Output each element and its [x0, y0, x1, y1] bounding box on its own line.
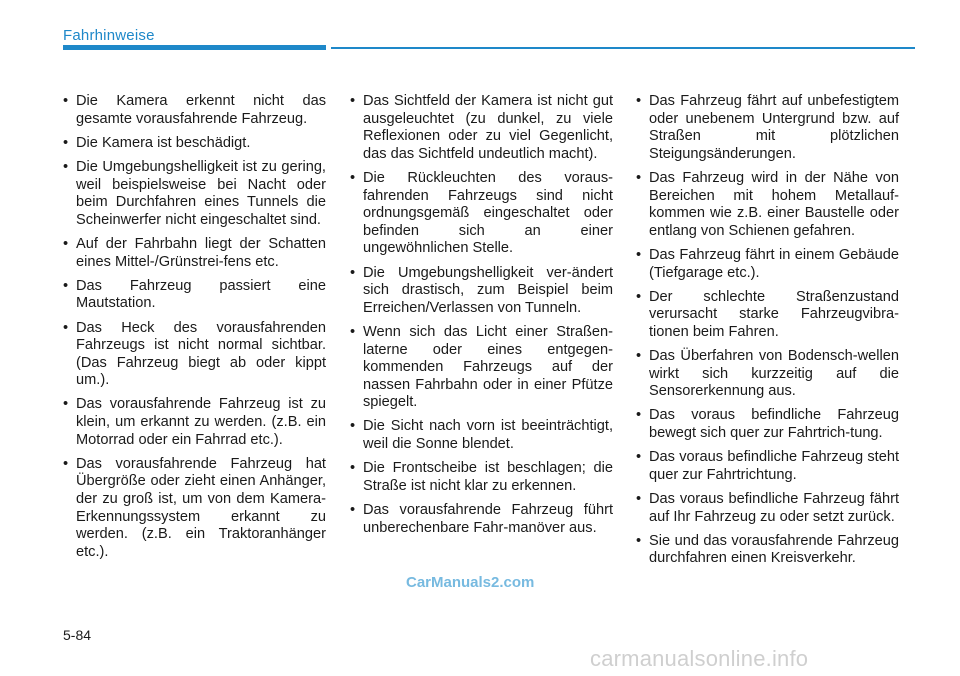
list-item [60, 278, 326, 313]
list-item-text: Die Frontscheibe ist beschlagen; die Straße ist nicht klar zu erkennen. [363, 460, 613, 494]
list-item [633, 93, 899, 163]
bullet-icon: • [63, 396, 69, 413]
list-item-text: Das vorausfahrende Fahrzeug hat Übergröße oder zieht einen Anhänger, der zu groß ist, um von dem Kamera-Erkennungssystem erkannt zu werden. (z.B. ein Traktoranhänger etc.). [76, 455, 326, 560]
bullet-icon: • [350, 460, 356, 477]
list-item-text: Die Umgebungshelligkeit ver-ändert sich drastisch, zum Beispiel beim Erreichen/Verlassen von Tunneln. [363, 264, 613, 316]
bullet-icon: • [636, 169, 642, 186]
list-item-text: Die Kamera erkennt nicht das gesamte vorausfahrende Fahrzeug. [76, 93, 326, 127]
list-item-text: Das Fahrzeug wird in der Nähe von Bereichen mit hohem Metallauf-kommen wie z.B. einer Baustelle oder entlang von Schienen gefahren. [649, 169, 899, 239]
list-item [347, 324, 613, 412]
list-item-text: Die Kamera ist beschädigt. [76, 134, 251, 151]
list-item-text: Das Sichtfeld der Kamera ist nicht gut ausgeleuchtet (zu dunkel, zu viele Reflexionen oder zu viel Gegenlicht, das das Sichtfeld undeutlich macht). [363, 93, 613, 162]
bullet-icon: • [636, 532, 642, 549]
list-item [633, 348, 899, 401]
bullet-icon: • [636, 407, 642, 424]
bullet-icon: • [350, 323, 356, 340]
bullet-icon: • [350, 502, 356, 519]
list-item-text: Das voraus befindliche Fahrzeug fährt auf Ihr Fahrzeug zu oder setzt zurück. [649, 491, 899, 525]
list-item [60, 396, 326, 449]
header-rule-thick [63, 45, 326, 50]
bullet-icon: • [63, 319, 69, 336]
list-item [347, 265, 613, 318]
list-item [347, 418, 613, 453]
bullet-icon: • [636, 246, 642, 263]
list-item-text: Das Fahrzeug fährt in einem Gebäude (Tiefgarage etc.). [649, 246, 899, 281]
list-item [633, 247, 899, 282]
bullet-icon: • [350, 93, 356, 109]
column-2 [347, 93, 613, 544]
list-item [60, 93, 326, 128]
list-item [347, 460, 613, 495]
list-item [633, 533, 899, 568]
list-item-text: Das vorausfahrende Fahrzeug ist zu klein, um erkannt zu werden. (z.B. ein Motorrad oder ein Fahrrad etc.). [76, 396, 326, 448]
page-number: 5-84 [63, 627, 92, 643]
list-item-text: Die Sicht nach vorn ist beeinträchtigt, weil die Sonne blendet. [363, 418, 613, 453]
bullet-icon: • [636, 491, 642, 508]
list-item-text: Auf der Fahrbahn liegt der Schatten eines Mittel-/Grünstrei-fens etc. [76, 235, 326, 270]
bullet-icon: • [63, 134, 69, 151]
list-item-text: Das voraus befindliche Fahrzeug steht quer zur Fahrtrichtung. [649, 449, 899, 483]
list-item [347, 170, 613, 258]
list-item [633, 491, 899, 526]
bullet-icon: • [350, 169, 356, 186]
list-item-text: Das Fahrzeug passiert eine Mautstation. [76, 277, 326, 312]
list-item-text: Das Heck des vorausfahrenden Fahrzeugs ist nicht normal sichtbar. (Das Fahrzeug biegt ab oder kippt um.). [76, 319, 326, 389]
list-item-text: Sie und das vorausfahrende Fahrzeug durchfahren einen Kreisverkehr. [649, 532, 899, 567]
list-item-text: Das vorausfahrende Fahrzeug führt unberechenbare Fahr-manöver aus. [363, 502, 613, 536]
list-item [60, 159, 326, 229]
bullet-icon: • [636, 449, 642, 466]
bullet-icon: • [63, 158, 69, 175]
list-item [60, 135, 326, 153]
bullet-icon: • [63, 93, 69, 109]
list-item-text: Das Fahrzeug fährt auf unbefestigtem oder unebenem Untergrund bzw. auf Straßen mit plötzlichen Steigungsänderungen. [649, 93, 899, 162]
list-item [633, 449, 899, 484]
bullet-icon: • [350, 418, 356, 435]
list-item [633, 407, 899, 442]
list-item-text: Wenn sich das Licht einer Straßen-laterne oder eines entgegen-kommenden Fahrzeugs auf der nassen Fahrbahn oder in einer Pfütze spiegelt. [363, 323, 613, 411]
list-item-text: Die Umgebungshelligkeit ist zu gering, weil beispielsweise bei Nacht oder beim Durchfahren eines Tunnels die Scheinwerfer nicht eingeschaltet sind. [76, 158, 326, 228]
bullet-icon: • [636, 93, 642, 109]
list-item [633, 289, 899, 342]
list-item [60, 236, 326, 271]
bullet-icon: • [636, 288, 642, 305]
column-3 [633, 93, 899, 575]
column-1 [60, 93, 326, 568]
watermark-logo: CarManuals2.com [406, 574, 535, 591]
list-item-text: Die Rückleuchten des voraus-fahrenden Fahrzeugs sind nicht ordnungsgemäß eingeschaltet oder befinden sich an einer ungewöhnlichen Stelle. [363, 169, 613, 257]
bullet-icon: • [63, 455, 69, 472]
list-item [60, 456, 326, 562]
list-item-text: Der schlechte Straßenzustand verursacht starke Fahrzeugvibra-tionen beim Fahren. [649, 288, 899, 340]
bullet-icon: • [63, 277, 69, 294]
list-item [347, 93, 613, 163]
list-item [347, 502, 613, 537]
bullet-icon: • [63, 235, 69, 252]
section-title: Fahrhinweise [63, 27, 155, 44]
bullet-icon: • [636, 348, 642, 365]
list-item [633, 170, 899, 240]
watermark-footer: carmanualsonline.info [590, 646, 809, 671]
list-item-text: Das Überfahren von Bodensch-wellen wirkt sich kurzzeitig auf die Sensorerkennung aus. [649, 348, 899, 400]
list-item-text: Das voraus befindliche Fahrzeug bewegt sich quer zur Fahrtrich-tung. [649, 407, 899, 442]
bullet-icon: • [350, 264, 356, 281]
list-item [60, 320, 326, 390]
header-rule-thin [331, 47, 915, 49]
